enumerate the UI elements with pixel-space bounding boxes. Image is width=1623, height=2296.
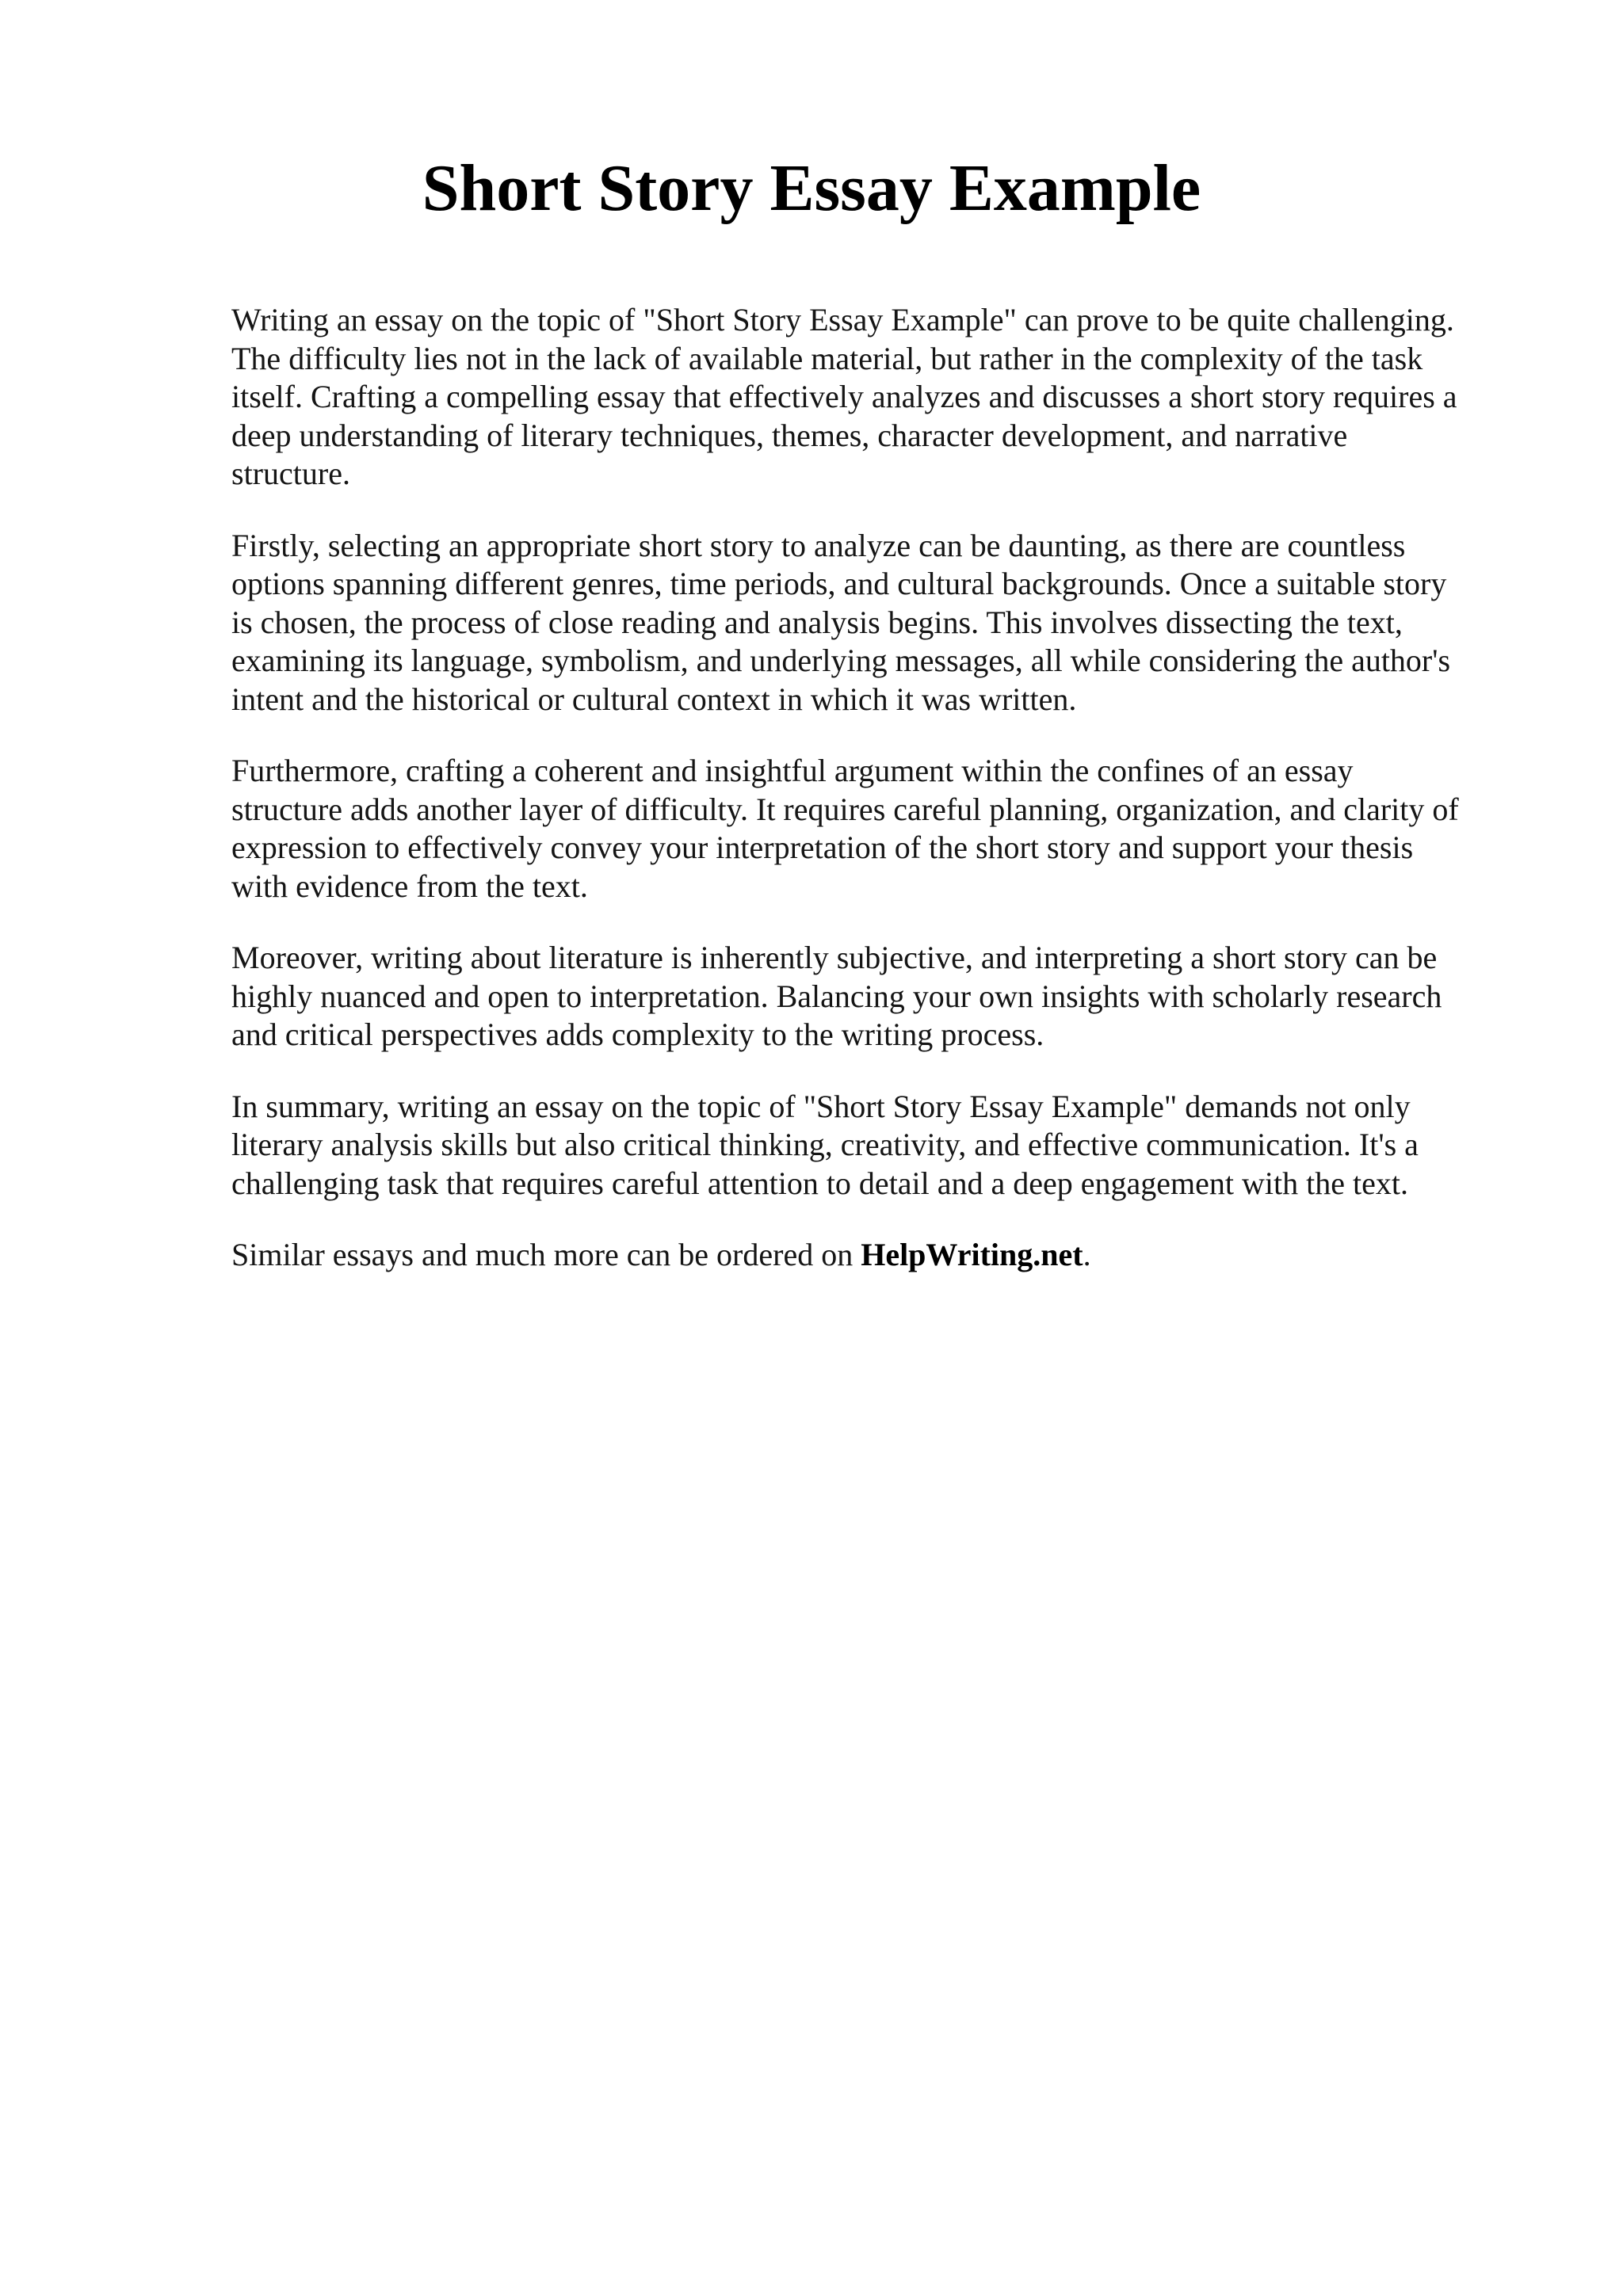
essay-body (231, 301, 1515, 1275)
helpwriting-link[interactable]: HelpWriting.net (861, 1237, 1083, 1272)
text-line: options spanning different genres, time periods, and cultural backgrounds. Once a suitable story (231, 566, 1447, 601)
paragraph-3 (231, 752, 1515, 906)
text-line: Moreover, writing about literature is inherently subjective, and interpreting a short story can be (231, 940, 1438, 975)
text-line: itself. Crafting a compelling essay that effectively analyzes and discusses a short story requires a (231, 379, 1457, 414)
text-line: with evidence from the text. (231, 868, 588, 904)
text-line: expression to effectively convey your interpretation of the short story and support your thesis (231, 830, 1414, 865)
page-title: Short Story Essay Example (422, 151, 1201, 225)
text-line: challenging task that requires careful attention to detail and a deep engagement with the text. (231, 1165, 1408, 1201)
closing-suffix: . (1083, 1237, 1091, 1272)
closing-prefix: Similar essays and much more can be ordered on (231, 1237, 854, 1272)
text-line: intent and the historical or cultural context in which it was written. (231, 681, 1077, 717)
paragraph-1 (231, 301, 1515, 494)
text-line: deep understanding of literary techniques, themes, character development, and narrative (231, 417, 1348, 453)
closing-line (231, 1236, 1515, 1275)
text-line: Furthermore, crafting a coherent and insightful argument within the confines of an essay (231, 753, 1354, 788)
text-line: structure. (231, 456, 350, 491)
text-line: Writing an essay on the topic of "Short Story Essay Example" can prove to be quite challenging. (231, 302, 1454, 338)
text-line: The difficulty lies not in the lack of available material, but rather in the complexity of the task (231, 340, 1423, 376)
text-line: examining its language, symbolism, and underlying messages, all while considering the author's (231, 643, 1451, 678)
text-line: literary analysis skills but also critical thinking, creativity, and effective communication. It's a (231, 1127, 1419, 1162)
text-line: In summary, writing an essay on the topic of "Short Story Essay Example" demands not only (231, 1088, 1411, 1124)
paragraph-2 (231, 527, 1515, 719)
text-line: Firstly, selecting an appropriate short story to analyze can be daunting, as there are countless (231, 527, 1406, 563)
paragraph-5 (231, 1088, 1515, 1203)
text-line: and critical perspectives adds complexity to the writing process. (231, 1016, 1044, 1052)
text-line: structure adds another layer of difficulty. It requires careful planning, organization, and clarity of (231, 791, 1459, 827)
text-line: highly nuanced and open to interpretation. Balancing your own insights with scholarly research (231, 978, 1442, 1014)
text-line: is chosen, the process of close reading and analysis begins. This involves dissecting the text, (231, 604, 1403, 640)
paragraph-4 (231, 939, 1515, 1055)
